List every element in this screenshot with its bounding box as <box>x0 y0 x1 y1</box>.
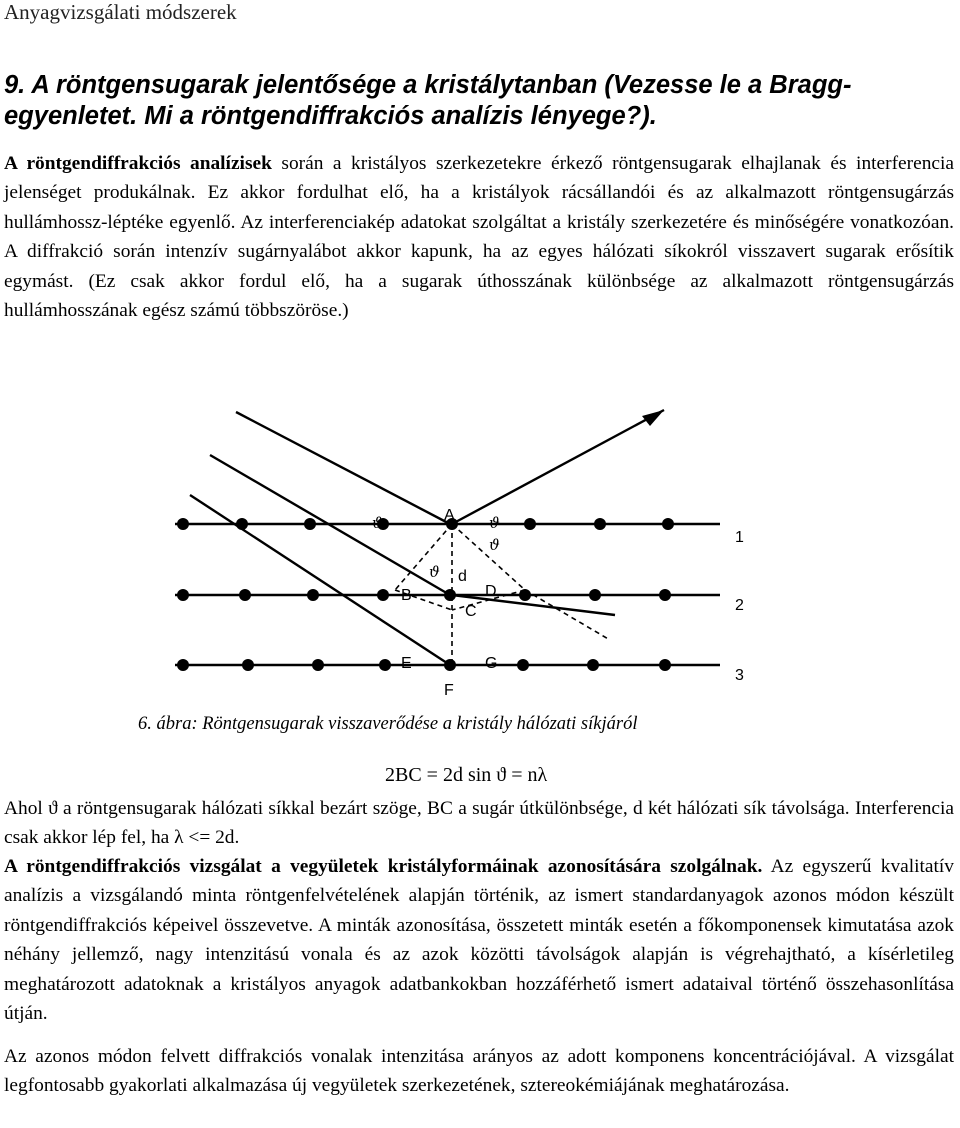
point-label-F: F <box>444 682 454 699</box>
intro-bold-term: A röntgendiffrakciós analízisek <box>4 153 272 174</box>
point-label-E: E <box>401 655 412 672</box>
theta-label-inner: ϑ <box>429 563 440 581</box>
bragg-equation: 2BC = 2d sin ϑ = nλ <box>385 764 548 786</box>
plane-label-2: 2 <box>735 597 744 614</box>
theta-label-reflected-upper: ϑ <box>489 514 500 532</box>
incident-rays <box>190 412 450 665</box>
point-label-A: A <box>444 507 455 524</box>
theta-label-reflected-lower: ϑ <box>489 536 500 554</box>
point-label-G: G <box>485 655 498 672</box>
running-header: Anyagvizsgálati módszerek <box>4 0 237 24</box>
question-title: 9. A röntgensugarak jelentősége a kristálytanban (Vezesse le a Bragg-egyenletet. Mi a röntgendiffrakciós analízis lényege?). <box>4 71 852 130</box>
figure-caption: 6. ábra: Röntgensugarak visszaverődése a kristály hálózati síkjáról <box>138 714 638 734</box>
application-paragraph: Az azonos módon felvett diffrakciós vonalak intenzitása arányos az adott komponens koncentrációjával. A vizsgálat legfontosabb gyakorlati alkalmazása új vegyületek szerkezetének, sztereokémiájának meghatározása. <box>4 1046 954 1097</box>
plane-label-3: 3 <box>735 667 744 684</box>
point-label-B: B <box>401 587 412 604</box>
bragg-diffraction-diagram <box>0 400 960 710</box>
spacing-label-d: d <box>458 568 467 585</box>
theta-label-incident: ϑ <box>372 514 383 532</box>
intro-paragraph <box>4 149 954 325</box>
plane-label-1: 1 <box>735 529 744 546</box>
analysis-bold-statement: A röntgendiffrakciós vizsgálat a vegyületek kristályformáinak azonosítására szolgálnak. <box>4 856 763 877</box>
reflected-rays <box>452 410 664 615</box>
equation-explanation: Ahol ϑ a röntgensugarak hálózati síkkal bezárt szöge, BC a sugár útkülönbsége, d két hálózati sík távolsága. Interferencia csak akkor lép fel, ha λ <= 2d. <box>4 798 954 849</box>
analysis-paragraph <box>4 852 954 1028</box>
analysis-text: Az egyszerű kvalitatív analízis a vizsgálandó minta röntgenfelvételének alapján történik, az ismert standardanyagok azonos módon készült röntgendiffrakciós képeivel összevetve. A minták azonosítása, összetett minták esetén a főkomponensek kimutatása azok néhány jellemző, nagy intenzitású vonala és az azok közötti távolságok alapján is végrehajtható, a kísérletileg meghatározott adatoknak a kristályos anyagok adatbankokban hozzáférhető ismert adataival történő összehasonlítása útján. <box>4 856 954 1025</box>
intro-text: során a kristályos szerkezetekre érkező röntgensugarak elhajlanak és interferencia jelenséget produkálnak. Ez akkor fordulhat elő, ha a kristályok rácsállandói és az alkalmazott röntgensugárzás hullámhossz-léptéke egyenlő. Az interferenciakép adatokat szolgáltat a kristály szerkezetére és minőségére vonatkozóan. A diffrakció során intenzív sugárnyalábot akkor kapunk, ha az egyes hálózati síkokról visszavert sugarak erősítik egymást. (Ez csak akkor fordul elő, ha a sugarak úthosszának különbsége az alkalmazott röntgensugárzás hullámhosszának egész számú többszöröse.) <box>4 153 955 322</box>
point-label-C: C <box>465 603 477 620</box>
arrowhead-icon <box>642 410 664 426</box>
point-label-D: D <box>485 583 497 600</box>
